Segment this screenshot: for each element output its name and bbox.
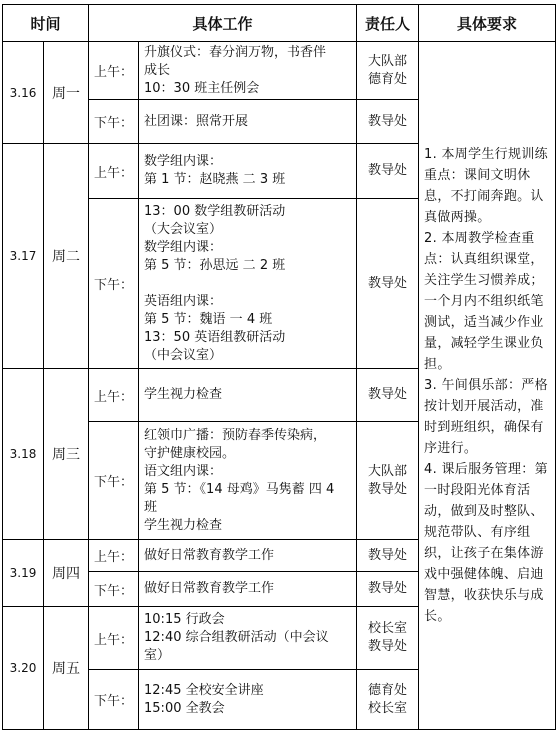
owner-cell: 教导处: [357, 369, 419, 422]
requirement-item: 4. 课后服务管理：第一时段阳光体育活动，做到及时整队、规范带队、有序组织，让孩子在集体游戏中强健体魄、启迪智慧，收获快乐与成长。: [424, 462, 548, 624]
work-cell: 12:45 全校安全讲座 15:00 全教会: [139, 670, 357, 730]
work-cell: 做好日常教育教学工作: [139, 540, 357, 572]
header-owner: 责任人: [357, 5, 419, 42]
weekday-cell: 周一: [44, 42, 89, 144]
header-requirements: 具体要求: [419, 5, 556, 42]
slot-cell: 下午：: [89, 670, 139, 730]
slot-cell: 下午：: [89, 572, 139, 607]
owner-cell: 大队部 教导处: [357, 422, 419, 540]
work-cell: 13：00 数学组教研活动 （大会议室） 数学组内课： 第 5 节：孙思远 二 2 班 英语组内课： 第 5 节：魏语 一 4 班 13：50 英语组教研活动 （中会议室）: [139, 199, 357, 369]
requirements-cell: [419, 42, 556, 730]
slot-cell: 下午：: [89, 422, 139, 540]
slot-cell: 上午：: [89, 607, 139, 670]
owner-cell: 教导处: [357, 572, 419, 607]
date-cell: 3.16: [3, 42, 44, 144]
date-cell: 3.17: [3, 144, 44, 369]
weekday-cell: 周三: [44, 369, 89, 540]
work-cell: 学生视力检查: [139, 369, 357, 422]
table-row: [3, 42, 556, 100]
owner-cell: 大队部 德育处: [357, 42, 419, 100]
weekday-cell: 周四: [44, 540, 89, 607]
work-cell: 10:15 行政会 12:40 综合组教研活动（中会议 室）: [139, 607, 357, 670]
owner-cell: 校长室 教导处: [357, 607, 419, 670]
date-cell: 3.20: [3, 607, 44, 730]
owner-cell: 德育处 校长室: [357, 670, 419, 730]
header-row: [3, 5, 556, 42]
header-work: 具体工作: [89, 5, 357, 42]
work-cell: 升旗仪式：春分润万物，书香伴 成长 10：30 班主任例会: [139, 42, 357, 100]
slot-cell: 上午：: [89, 144, 139, 199]
slot-cell: 上午：: [89, 369, 139, 422]
owner-cell: 教导处: [357, 199, 419, 369]
requirement-item: 3. 午间俱乐部：严格按计划开展活动，准时到班组织，确保有序进行。: [424, 378, 548, 456]
date-cell: 3.18: [3, 369, 44, 540]
date-cell: 3.19: [3, 540, 44, 607]
owner-cell: 教导处: [357, 100, 419, 144]
header-time: 时间: [3, 5, 89, 42]
owner-cell: 教导处: [357, 540, 419, 572]
slot-cell: 上午：: [89, 42, 139, 100]
requirement-item: 1. 本周学生行规训练重点：课间文明休息，不打闹奔跑。认真做两操。: [424, 147, 548, 225]
work-cell: 社团课：照常开展: [139, 100, 357, 144]
slot-cell: 下午：: [89, 199, 139, 369]
work-cell: 红领巾广播：预防春季传染病， 守护健康校园。 语文组内课： 第 5 节：《14 母鸡》马隽蓄 四 4 班 学生视力检查: [139, 422, 357, 540]
slot-cell: 上午：: [89, 540, 139, 572]
work-cell: 数学组内课： 第 1 节：赵晓燕 二 3 班: [139, 144, 357, 199]
owner-cell: 教导处: [357, 144, 419, 199]
requirement-item: 2. 本周教学检查重点：认真组织课堂，关注学生习惯养成；一个月内不组织纸笔测试，适当减少作业量，减轻学生课业负担。: [424, 231, 544, 372]
work-cell: 做好日常教育教学工作: [139, 572, 357, 607]
weekday-cell: 周二: [44, 144, 89, 369]
slot-cell: 下午：: [89, 100, 139, 144]
weekday-cell: 周五: [44, 607, 89, 730]
weekly-schedule-table: [2, 4, 556, 730]
